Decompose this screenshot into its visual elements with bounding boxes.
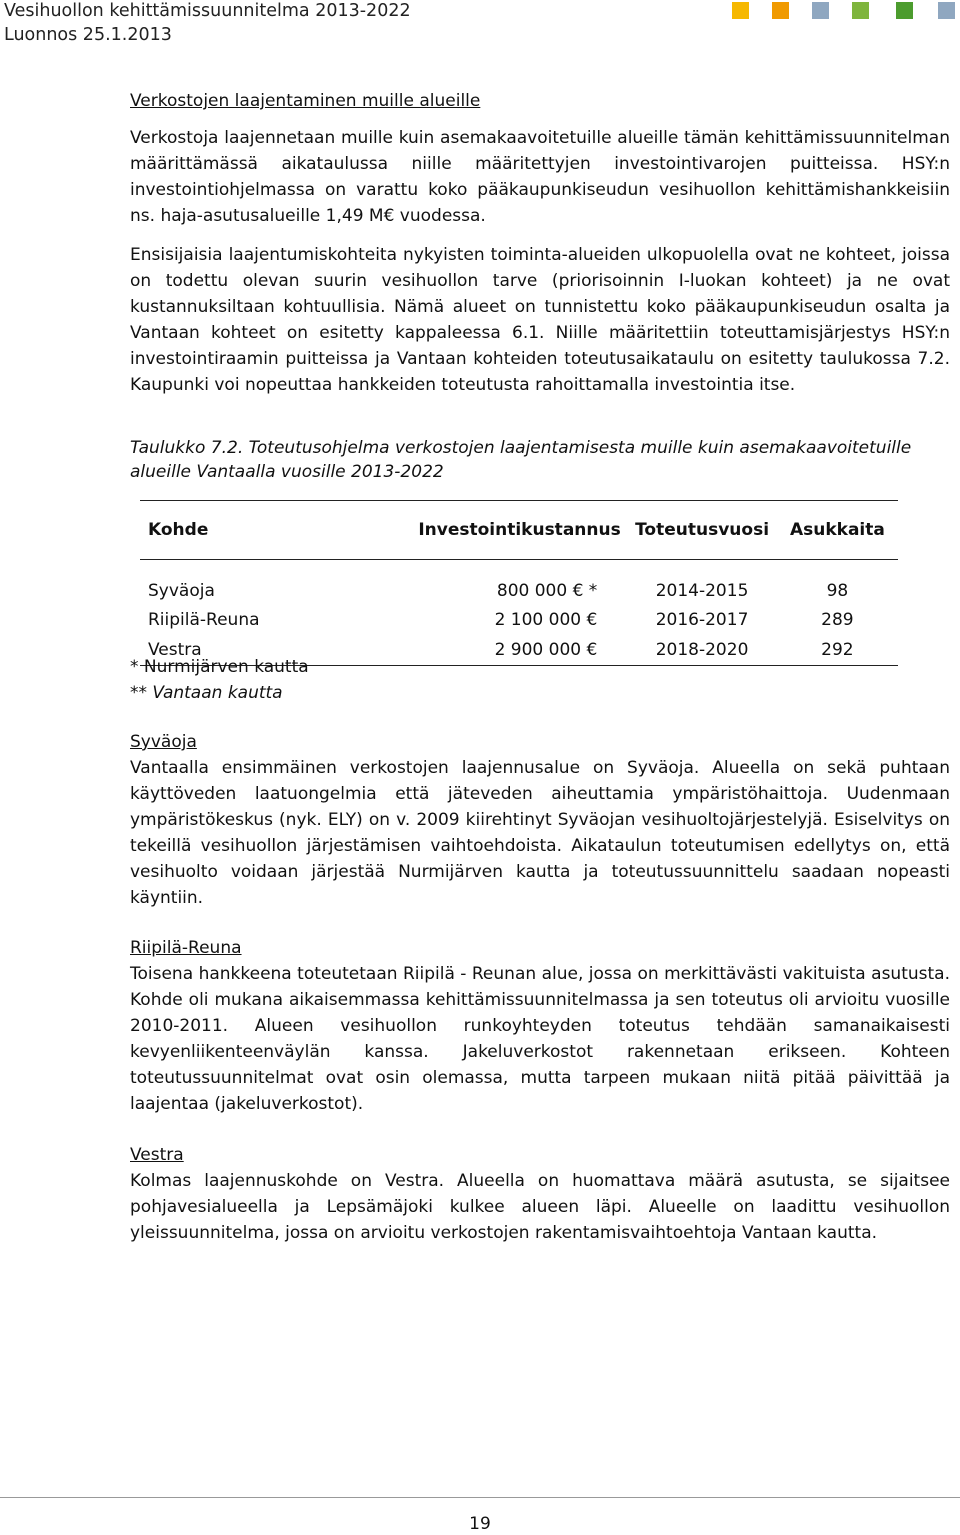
paragraph-text: Kolmas laajennuskohde on Vestra. Alueella on huomattava määrä asutusta, se sijaitsee pohjavesialueella ja Lepsämäjoki kulkee alueen läpi. Alueelle on laadittu vesihuollon yleissuunnitelma, jossa on arvioitu verkostojen rakentamisvaihtoehtoja Vantaan kautta. <box>130 1171 950 1243</box>
table-header-row <box>140 501 898 560</box>
paragraph-vestra <box>130 1168 950 1246</box>
cell-target: Riipilä-Reuna <box>148 610 260 631</box>
cell-year: 2018-2020 <box>627 635 777 665</box>
cell-cost: 2 100 000 € <box>494 610 598 631</box>
column-header-year: Toteutusvuosi <box>627 501 777 560</box>
cell-year: 2016-2017 <box>655 610 749 631</box>
footnote-vantaa: ** Vantaan kautta <box>130 683 283 703</box>
section-heading-syvaoja: Syväoja <box>130 732 197 752</box>
section-heading-network-expansion: Verkostojen laajentaminen muille alueille <box>130 91 481 111</box>
cell-residents: 292 <box>777 635 898 665</box>
brand-color-squares <box>720 2 960 22</box>
cell-cost: 800 000 € * <box>496 580 598 601</box>
color-square <box>772 2 789 19</box>
page-number: 19 <box>469 1514 491 1534</box>
table-row <box>140 606 898 636</box>
color-square <box>812 2 829 19</box>
color-square <box>938 2 955 19</box>
color-square <box>896 2 913 19</box>
cell-year: 2014-2015 <box>655 580 749 601</box>
paragraph-text: Verkostoja laajennetaan muille kuin asemakaavoitetuille alueille tämän kehittämissuunnitelman määrittämässä aikataulussa niille määritettyjen investointivarojen puitteissa. HSY:n investointiohjelmassa on varattu koko pääkaupunkiseudun vesihuollon kehittämishankkeisiin ns. haja-asutusalueille 1,49 M€ vuodessa. <box>130 128 950 226</box>
paragraph-network-expansion <box>130 125 950 229</box>
paragraph-text: Ensisijaisia laajentumiskohteita nykyisten toiminta-alueiden ulkopuolella ovat ne kohteet, joissa on todettu olevan suurin vesihuollon tarve (priorisoinnin I-luokan kohteet) ja ne ovat kustannuksiltaan kohtuullisia. Nämä alueet on tunnistettu koko pääkaupunkiseudun osalta ja Vantaan kohteet on esitetty kappaleessa 6.1. Niille määritettiin toteuttamisjärjestys HSY:n investointiraamin puitteissa ja Vantaan kohteiden toteutusaikataulu on esitetty taulukossa 7.2. Kaupunki voi nopeuttaa hankkeiden toteutusta rahoittamalla investointia itse. <box>130 245 950 395</box>
section-heading-vestra: Vestra <box>130 1145 184 1165</box>
document-title: Vesihuollon kehittämissuunnitelma 2013-2022 <box>4 1 411 21</box>
cell-residents: 98 <box>826 580 849 601</box>
cell-target: Vestra <box>140 635 412 665</box>
color-square <box>732 2 749 19</box>
footnote-nurmijarvi: * Nurmijärven kautta <box>130 657 309 677</box>
section-heading-riipila-reuna: Riipilä-Reuna <box>130 938 242 958</box>
column-header-target: Kohde <box>140 501 412 560</box>
paragraph-riipila-reuna <box>130 961 950 1117</box>
cell-residents: 289 <box>821 610 854 631</box>
investment-table <box>140 500 898 666</box>
cell-target: Syväoja <box>148 580 215 601</box>
column-header-residents: Asukkaita <box>777 501 898 560</box>
column-header-cost: Investointikustannus <box>412 501 628 560</box>
table-caption: Taulukko 7.2. Toteutusohjelma verkostojen laajentamisesta muille kuin asemakaavoitetuille alueille Vantaalla vuosille 2013-2022 <box>130 438 912 482</box>
paragraph-text: Toisena hankkeena toteutetaan Riipilä - Reunan alue, jossa on merkittävästi vakituista asutusta. Kohde oli mukana aikaisemmassa kehittämissuunnitelmassa ja sen toteutus oli arvioitu vuosille 2010-2011. Alueen vesihuollon runkoyhteyden toteutus tehdään samanaikaisesti kevyenliikenteenväylän kanssa. Jakeluverkostot rakennetaan erikseen. Kohteen toteutussuunnitelmat ovat osin olemassa, mutta tarpeen mukaan niitä pitää päivittää ja laajentaa (jakeluverkostot). <box>130 964 950 1114</box>
table-row <box>140 576 898 606</box>
paragraph-syvaoja <box>130 755 950 911</box>
cell-cost: 2 900 000 € <box>412 635 628 665</box>
paragraph-text: Vantaalla ensimmäinen verkostojen laajennusalue on Syväoja. Alueella on sekä puhtaan käyttöveden laatuongelmia että jäteveden aiheuttamia ympäristöhaittoja. Uudenmaan ympäristökeskus (nyk. ELY) on v. 2009 kiirehtinyt Syväojan vesihuoltojärjestelyjä. Esiselvitys on tekeillä vesihuollon järjestämisen vaihtoehdoista. Aikataulun toteutumisen edellytys on, että vesihuolto voidaan järjestää Nurmijärven kautta ja toteutussuunnittelu saadaan nopeasti käyntiin. <box>130 758 950 908</box>
draft-date: Luonnos 25.1.2013 <box>4 25 172 45</box>
paragraph-priority-targets <box>130 242 950 398</box>
footer-divider <box>0 1497 960 1498</box>
color-square <box>852 2 869 19</box>
